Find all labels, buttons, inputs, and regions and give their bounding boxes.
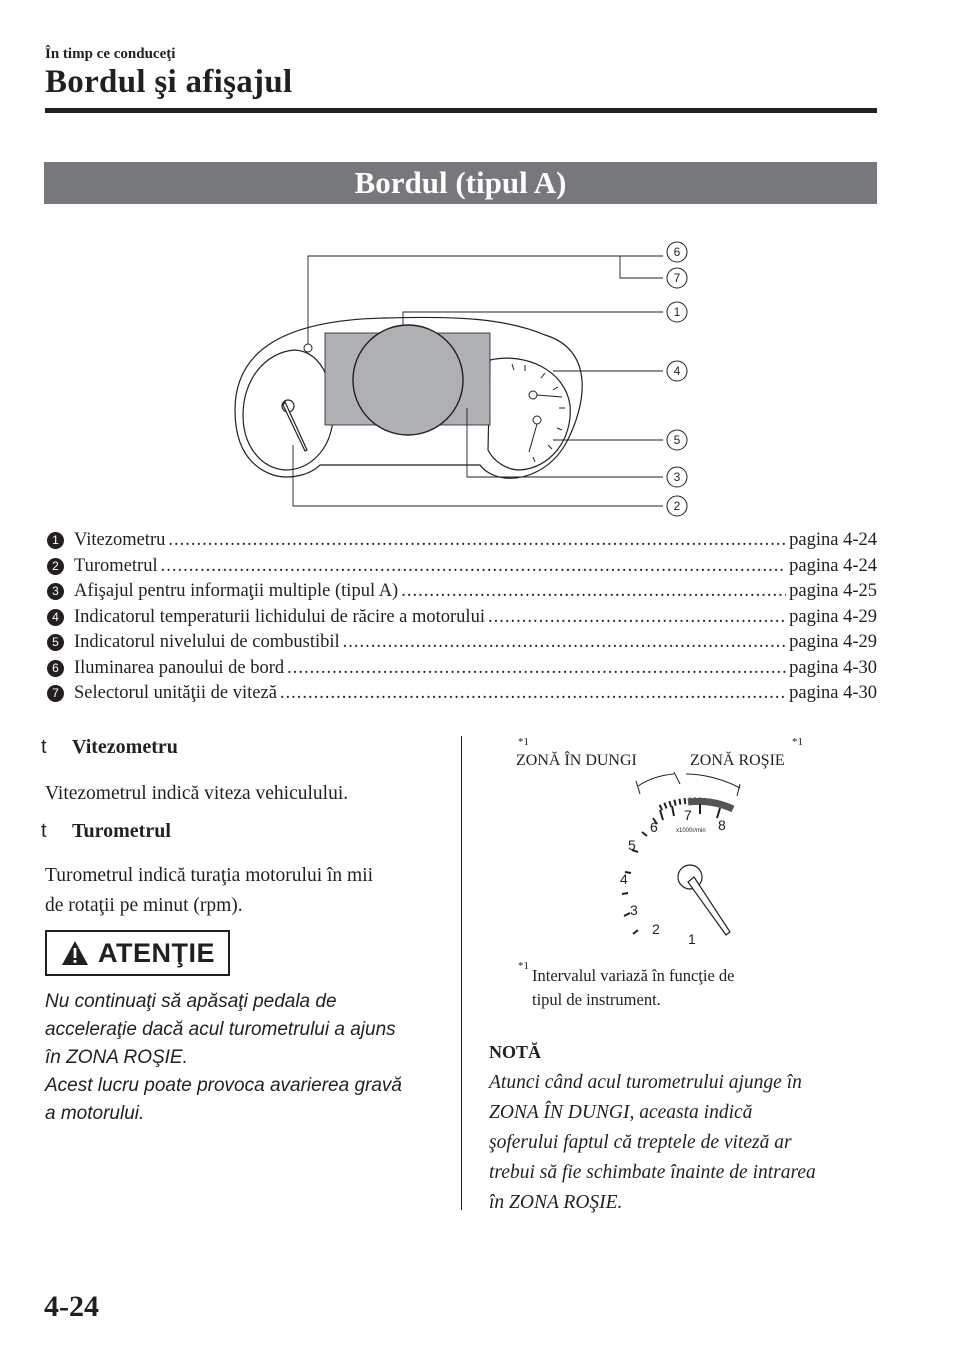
tach-unit-label: x1000r/min (676, 828, 706, 834)
legend-label: Indicatorul nivelului de combustibil (74, 632, 340, 653)
caution-line: Acest lucru poate provoca avarierea gravă (45, 1075, 402, 1096)
leader-dots (280, 683, 786, 704)
legend-list (45, 528, 877, 707)
column-divider (461, 736, 462, 1210)
warning-icon (60, 939, 90, 967)
list-item[interactable] (45, 528, 877, 554)
page-reference: pagina 4-25 (789, 581, 877, 602)
tach-number-5: 5 (628, 837, 636, 853)
page-reference: pagina 4-24 (789, 530, 877, 551)
page-reference: pagina 4-30 (789, 657, 877, 678)
leader-dots (287, 658, 786, 679)
footnote-mark-striped: *1 (518, 736, 529, 748)
list-item[interactable] (45, 605, 877, 631)
speedometer-text: Vitezometrul indică viteza vehiculului. (45, 783, 349, 804)
bullet-icon: t (41, 820, 47, 842)
speedometer-heading (41, 736, 178, 759)
legend-number: 5 (47, 634, 64, 651)
leader-dots (161, 556, 787, 577)
tach-number-6: 6 (650, 819, 658, 835)
zone-red-label: ZONĂ ROŞIE (690, 752, 785, 769)
tachometer-title: Turometrul (72, 820, 171, 842)
tachometer-text-line-2: de rotaţii pe minut (rpm). (45, 895, 243, 916)
footnote-text (532, 964, 832, 1012)
page-reference: pagina 4-24 (789, 555, 877, 576)
legend-label: Afişajul pentru informaţii multiple (tipul A) (74, 581, 399, 602)
chapter-subtitle: În timp ce conduceţi (45, 46, 176, 62)
tachometer-text-line-1: Turometrul indică turaţia motorului în mii (45, 865, 374, 886)
footnote-mark-red: *1 (792, 736, 803, 748)
legend-number: 7 (47, 685, 64, 702)
note-line: şoferului faptul că treptele de viteză ar (489, 1132, 792, 1153)
callout-4: 4 (673, 364, 681, 378)
page-reference: pagina 4-29 (789, 632, 877, 653)
footnote-mark: *1 (518, 960, 529, 972)
caution-line: Nu continuaţi să apăsaţi pedala de (45, 991, 337, 1012)
tachometer-figure (600, 772, 790, 950)
caution-line: în ZONA ROŞIE. (45, 1047, 188, 1068)
page-reference: pagina 4-30 (789, 683, 877, 704)
legend-number: 3 (47, 583, 64, 600)
leader-dots (488, 607, 786, 628)
page-number: 4-24 (44, 1290, 99, 1323)
caution-box (45, 930, 230, 976)
tach-number-4: 4 (620, 871, 628, 887)
section-banner: Bordul (tipul A) (44, 162, 877, 204)
tachometer-heading (41, 820, 171, 843)
callout-6: 6 (673, 245, 681, 259)
callout-7: 7 (673, 271, 681, 285)
note-title: NOTĂ (489, 1042, 542, 1062)
chapter-title: Bordul şi afişajul (45, 64, 293, 100)
tach-number-3: 3 (630, 902, 638, 918)
tach-number-8: 8 (718, 817, 726, 833)
legend-label: Indicatorul temperaturii lichidului de răcire a motorului (74, 606, 485, 627)
tach-number-2: 2 (652, 921, 660, 937)
page-reference: pagina 4-29 (789, 606, 877, 627)
legend-number: 1 (47, 532, 64, 549)
legend-label: Turometrul (74, 555, 158, 576)
callout-1: 1 (673, 305, 681, 319)
note-line: trebui să fie schimbate înainte de intrarea (489, 1162, 816, 1183)
legend-label: Iluminarea panoului de bord (74, 657, 285, 678)
caution-text (45, 988, 445, 1128)
note-line: Atunci când acul turometrului ajunge în (489, 1072, 802, 1093)
legend-label: Vitezometru (74, 530, 166, 551)
caution-line: a motorului. (45, 1103, 145, 1124)
list-item[interactable] (45, 554, 877, 580)
caution-label: ATENŢIE (98, 937, 215, 968)
leader-dots (343, 632, 787, 653)
footnote-line: Intervalul variază în funcţie de (532, 966, 735, 985)
tach-number-7: 7 (684, 807, 692, 823)
list-item[interactable] (45, 681, 877, 707)
list-item[interactable] (45, 656, 877, 682)
note-line: în ZONA ROŞIE. (489, 1192, 623, 1213)
legend-number: 4 (47, 609, 64, 626)
list-item[interactable] (45, 579, 877, 605)
leader-dots (168, 530, 786, 551)
bullet-icon: t (41, 736, 47, 758)
callout-2: 2 (673, 499, 681, 513)
legend-label: Selectorul unităţii de viteză (74, 683, 277, 704)
list-item[interactable] (45, 630, 877, 656)
speedometer-title: Vitezometru (72, 736, 178, 758)
callout-5: 5 (673, 433, 681, 447)
note-line: ZONA ÎN DUNGI, aceasta indică (489, 1102, 753, 1123)
header-rule (45, 108, 877, 113)
caution-line: acceleraţie dacă acul turometrului a ajuns (45, 1019, 396, 1040)
legend-number: 2 (47, 558, 64, 575)
note-text (489, 1068, 889, 1218)
leader-dots (401, 581, 786, 602)
callout-3: 3 (673, 470, 681, 484)
instrument-cluster-figure (225, 240, 700, 525)
tach-number-1: 1 (688, 931, 696, 947)
zone-striped-label: ZONĂ ÎN DUNGI (516, 752, 637, 769)
footnote-line: tipul de instrument. (532, 990, 661, 1009)
legend-number: 6 (47, 660, 64, 677)
